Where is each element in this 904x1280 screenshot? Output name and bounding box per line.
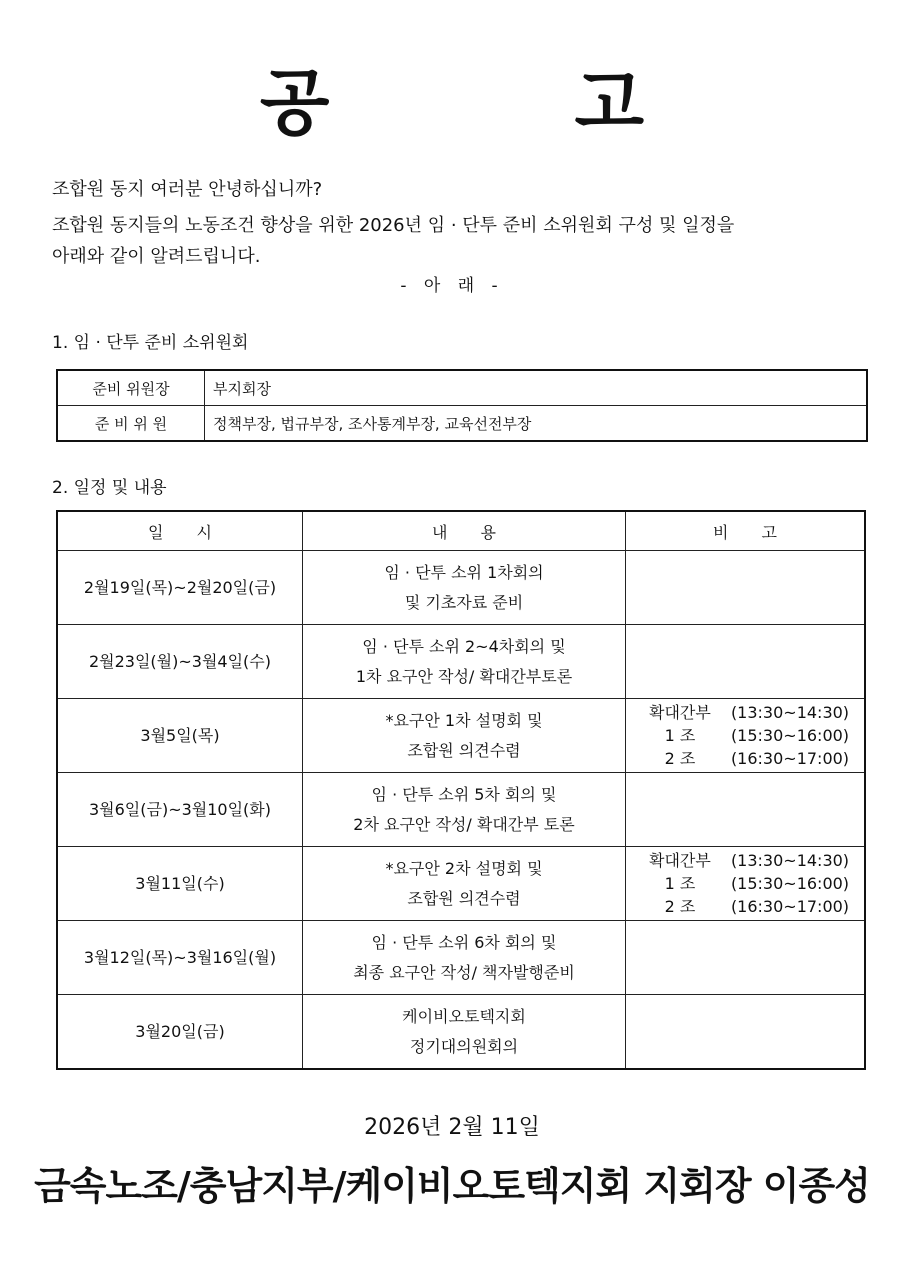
document-title: 공 고 [259,61,755,145]
note-label: 1 조 [664,874,696,893]
notice-heading: - 아 래 - [400,276,504,296]
schedule-note [626,625,866,699]
content-line: 케이비오토텍지회 [402,1006,526,1026]
table-row [57,551,865,625]
committee-value: 정책부장, 법규부장, 조사통계부장, 교육선전부장 [205,406,868,442]
table-row [57,625,865,699]
note-line [627,724,863,747]
table-row [57,995,865,1070]
note-label: 확대간부 [649,703,711,722]
committee-value: 부지회장 [205,370,868,406]
note-label: 확대간부 [649,851,711,870]
section1-heading: 1. 임 · 단투 준비 소위원회 [52,333,249,353]
content-line: *요구안 2차 설명회 및 [385,858,543,878]
greeting: 조합원 동지 여러분 안녕하십니까? [52,179,323,200]
note-line [627,895,863,918]
note-label: 2 조 [664,897,696,916]
table-row [57,921,865,995]
note-line [627,701,863,724]
committee-key: 준비 위원장 [57,370,205,406]
note-label: 1 조 [664,726,696,745]
intro-line-1: 조합원 동지들의 노동조건 향상을 위한 2026년 임 · 단투 준비 소위원회 구성 및 일정을 [52,215,735,236]
schedule-note [626,847,866,921]
schedule-date: 3월11일(수) [57,847,303,921]
table-row [57,847,865,921]
content-line: 임 · 단투 소위 2~4차회의 및 [362,636,566,656]
content-line: 임 · 단투 소위 1차회의 [384,562,544,582]
schedule-date: 2월19일(목)~2월20일(금) [57,551,303,625]
note-line [627,872,863,895]
signature-line: 금속노조/충남지부/케이비오토텍지회 지회장 이종성 [34,1164,870,1208]
column-header-note: 비 고 [626,511,866,551]
content-line: 임 · 단투 소위 5차 회의 및 [371,784,557,804]
note-time: (15:30~16:00) [730,874,850,893]
section2-heading: 2. 일정 및 내용 [52,478,167,498]
schedule-note [626,921,866,995]
table-row [57,406,867,442]
column-header-date: 일 시 [57,511,303,551]
column-header-content: 내 용 [303,511,626,551]
note-line [627,849,863,872]
content-line: 정기대의원회의 [409,1036,519,1056]
content-line: *요구안 1차 설명회 및 [385,710,543,730]
schedule-date: 3월6일(금)~3월10일(화) [57,773,303,847]
schedule-content [303,995,626,1070]
committee-key: 준 비 위 원 [57,406,205,442]
schedule-date: 2월23일(월)~3월4일(수) [57,625,303,699]
schedule-date: 3월5일(목) [57,699,303,773]
table-row [57,699,865,773]
schedule-content [303,773,626,847]
schedule-note [626,699,866,773]
content-line: 최종 요구안 작성/ 책자발행준비 [353,962,575,982]
table-header-row [57,511,865,551]
schedule-content [303,921,626,995]
schedule-content [303,551,626,625]
intro-line-2: 아래와 같이 알려드립니다. [52,246,261,267]
intro-paragraph [52,210,860,272]
content-line: 2차 요구안 작성/ 확대간부 토론 [353,814,575,834]
content-line: 임 · 단투 소위 6차 회의 및 [371,932,557,952]
schedule-table [56,510,866,1070]
note-line [627,747,863,770]
content-line: 조합원 의견수렴 [407,888,521,908]
note-time: (13:30~14:30) [730,703,850,722]
note-time: (15:30~16:00) [730,726,850,745]
content-line: 1차 요구안 작성/ 확대간부토론 [355,666,573,686]
schedule-content [303,699,626,773]
schedule-note [626,995,866,1070]
committee-table [56,369,868,442]
schedule-date: 3월12일(목)~3월16일(월) [57,921,303,995]
note-time: (16:30~17:00) [730,749,850,768]
table-row [57,773,865,847]
schedule-note [626,773,866,847]
content-line: 조합원 의견수렴 [407,740,521,760]
schedule-content [303,625,626,699]
content-line: 및 기초자료 준비 [404,592,524,612]
note-time: (16:30~17:00) [730,897,850,916]
schedule-note [626,551,866,625]
schedule-content [303,847,626,921]
table-row [57,370,867,406]
note-label: 2 조 [664,749,696,768]
note-time: (13:30~14:30) [730,851,850,870]
schedule-date: 3월20일(금) [57,995,303,1070]
announcement-date: 2026년 2월 11일 [364,1115,540,1140]
